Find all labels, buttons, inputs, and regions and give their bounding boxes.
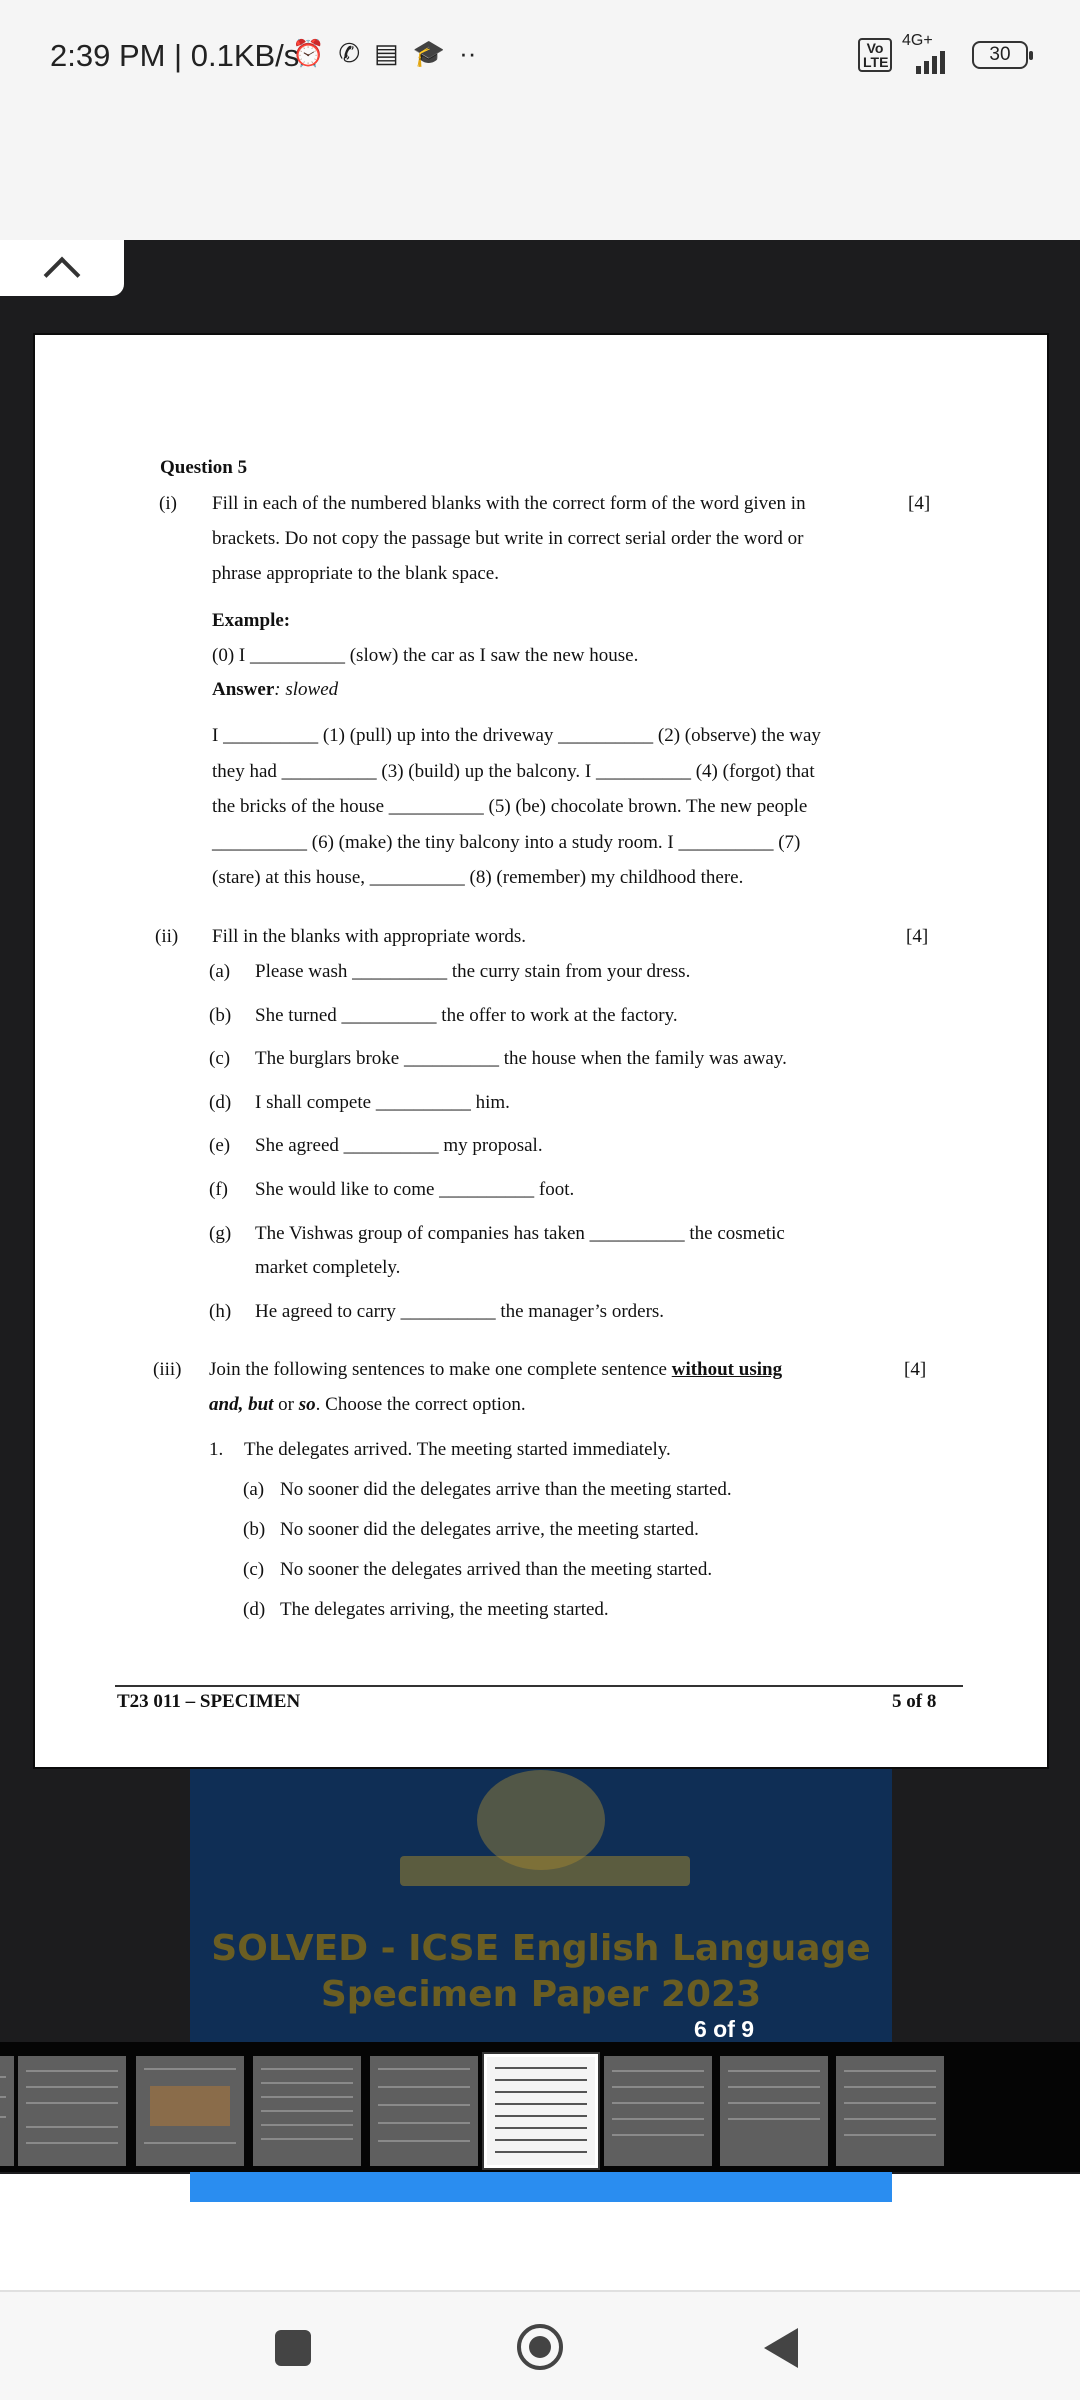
item-label: (e): [209, 1135, 231, 1156]
network-type: 4G+: [902, 32, 933, 49]
alarm-icon: ⏰: [292, 38, 325, 68]
footer-page-number: 5 of 8: [892, 1691, 937, 1712]
school-emblem: [477, 1770, 605, 1870]
part-number: (i): [159, 493, 177, 514]
item-label: (b): [209, 1005, 232, 1026]
footer-code: T23 011 – SPECIMEN: [117, 1691, 301, 1712]
item-label: (f): [209, 1179, 228, 1200]
part-number: (iii): [153, 1359, 182, 1380]
instruction-text: or: [273, 1394, 299, 1415]
example-line: (0) I __________ (slow) the car as I saw the new house.: [212, 645, 639, 666]
instruction-line: [209, 1394, 526, 1416]
option-label: (b): [243, 1519, 266, 1540]
system-nav-bar: [0, 2290, 1080, 2400]
instruction-emphasis: and, but: [209, 1394, 274, 1415]
notification-icons: [292, 38, 476, 69]
instruction-line: phrase appropriate to the blank space.: [212, 563, 499, 584]
part-number: (ii): [155, 926, 179, 947]
slide-title-line1: SOLVED - ICSE English Language: [211, 1928, 871, 1969]
page-thumbnail[interactable]: [836, 2056, 944, 2166]
system-status: [858, 32, 1028, 74]
back-button[interactable]: [764, 2328, 798, 2368]
footer-rule: [115, 1685, 963, 1687]
item-text: She would like to come __________ foot.: [255, 1179, 575, 1200]
item-label: (d): [209, 1092, 232, 1113]
passage-line: they had __________ (3) (build) up the balcony. I __________ (4) (forgot) that: [212, 761, 815, 782]
instruction-emphasis: without using: [671, 1359, 783, 1380]
home-button[interactable]: [517, 2324, 563, 2370]
question-number: 1.: [209, 1439, 224, 1460]
slide-title-line2: Specimen Paper 2023: [320, 1974, 762, 2015]
passage-line: the bricks of the house __________ (5) (be) chocolate brown. The new people: [212, 796, 808, 817]
progress-bar: [190, 2172, 892, 2202]
item-label: (g): [209, 1223, 232, 1244]
marks-label: [4]: [906, 926, 929, 947]
question-text: The delegates arrived. The meeting started immediately.: [244, 1439, 671, 1460]
whatsapp-icon: ✆: [338, 38, 361, 68]
instruction-text: . Choose the correct option.: [315, 1394, 526, 1415]
option-text: No sooner did the delegates arrive, the meeting started.: [280, 1519, 699, 1540]
thumbnail-image: [150, 2086, 230, 2126]
thumbnail-strip[interactable]: [0, 2042, 1080, 2172]
item-label: (c): [209, 1048, 231, 1069]
passage-line: __________ (6) (make) the tiny balcony into a study room. I __________ (7): [212, 832, 801, 853]
question-title: Question 5: [160, 457, 248, 478]
instruction-emphasis: so: [298, 1394, 316, 1415]
item-text: The burglars broke __________ the house when the family was away.: [255, 1048, 787, 1069]
instruction-line: brackets. Do not copy the passage but write in correct serial order the word or: [212, 528, 804, 549]
chevron-up-icon: [44, 257, 81, 294]
instruction-line: Fill in the blanks with appropriate words.: [212, 926, 526, 947]
page-thumbnail[interactable]: [720, 2056, 828, 2166]
more-dots-icon: ··: [459, 38, 477, 68]
answer-line: [212, 679, 338, 701]
answer-label: Answer: [212, 679, 275, 700]
emblem-ribbon: [400, 1856, 690, 1886]
passage-line: (stare) at this house, __________ (8) (remember) my childhood there.: [212, 867, 744, 888]
passage-line: I __________ (1) (pull) up into the driveway __________ (2) (observe) the way: [212, 725, 821, 746]
status-bar: [0, 0, 1080, 116]
status-time: 2:39 PM | 0.1KB/s: [50, 38, 300, 73]
page-thumbnail[interactable]: [0, 2056, 14, 2166]
example-label: Example:: [212, 610, 291, 631]
instruction-line: Fill in each of the numbered blanks with the correct form of the word given in: [212, 493, 806, 514]
option-label: (d): [243, 1599, 266, 1620]
item-text: Please wash __________ the curry stain from your dress.: [255, 961, 691, 982]
message-icon: ▤: [374, 38, 399, 68]
page-indicator: 6 of 9: [694, 2016, 755, 2042]
page-thumbnail-active[interactable]: [484, 2054, 598, 2168]
item-text: She agreed __________ my proposal.: [255, 1135, 543, 1156]
page-thumbnail[interactable]: [604, 2056, 712, 2166]
app-toolbar: [0, 116, 1080, 240]
page-thumbnail[interactable]: [136, 2056, 244, 2166]
signal-icon: [902, 32, 962, 74]
marks-label: [4]: [908, 493, 931, 514]
option-text: No sooner did the delegates arrive than the meeting started.: [280, 1479, 732, 1500]
graduation-cap-icon: 🎓: [412, 38, 446, 68]
answer-value: : slowed: [274, 679, 339, 700]
marks-label: [4]: [904, 1359, 927, 1380]
instruction-text: Join the following sentences to make one complete sentence: [209, 1359, 672, 1380]
document-page: [33, 333, 1049, 1769]
recent-apps-button[interactable]: [275, 2330, 311, 2366]
item-text: I shall compete __________ him.: [255, 1092, 510, 1113]
item-text: He agreed to carry __________ the manager’s orders.: [255, 1301, 665, 1322]
item-label: (h): [209, 1301, 232, 1322]
background-slide: [190, 1760, 892, 2060]
item-text: She turned __________ the offer to work at the factory.: [255, 1005, 678, 1026]
instruction-line: [209, 1359, 782, 1381]
option-label: (a): [243, 1479, 265, 1500]
page-thumbnail[interactable]: [370, 2056, 478, 2166]
option-text: The delegates arriving, the meeting started.: [280, 1599, 609, 1620]
page-thumbnail[interactable]: [253, 2056, 361, 2166]
item-text: The Vishwas group of companies has taken __________ the cosmetic: [255, 1223, 785, 1244]
collapse-toolbar-button[interactable]: [0, 240, 124, 296]
item-text: market completely.: [255, 1257, 401, 1278]
battery-icon: 30: [972, 41, 1028, 69]
item-label: (a): [209, 961, 231, 982]
page-thumbnail[interactable]: [18, 2056, 126, 2166]
option-label: (c): [243, 1559, 265, 1580]
option-text: No sooner the delegates arrived than the meeting started.: [280, 1559, 713, 1580]
volte-icon: Vo LTE: [858, 38, 892, 72]
